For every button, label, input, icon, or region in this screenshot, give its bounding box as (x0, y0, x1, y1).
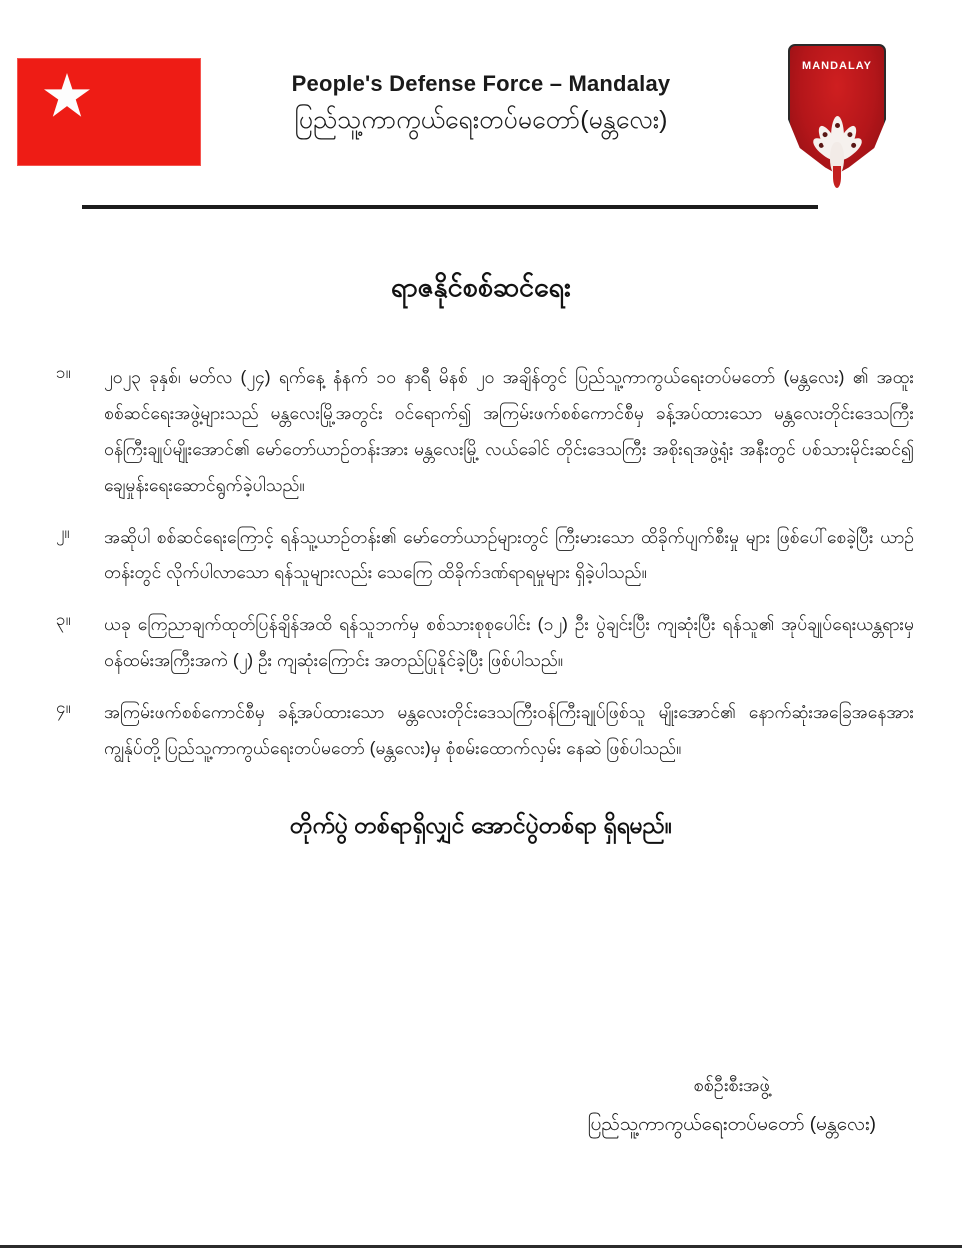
paragraph-item (40, 520, 922, 592)
paragraph-text: အကြမ်းဖက်စစ်ကောင်စီမှ ခန့်အပ်ထားသော မန္တလေးတိုင်းဒေသကြီးဝန်ကြီးချုပ်ဖြစ်သူ မျိုးအောင်၏ နောက်ဆုံးအခြေအနေအား ကျွန်ုပ်တို့ ပြည်သူ့ကာကွယ်ရေးတပ်မတော် (မန္တလေး)မှ စုံစမ်းထောက်လှမ်း နေဆဲ ဖြစ်ပါသည်။ (104, 702, 914, 758)
announcement-body (40, 360, 922, 767)
paragraph-number: ၄။ (56, 698, 71, 717)
signature-block (587, 1067, 876, 1145)
slogan-text: တိုက်ပွဲ တစ်ရာရှိလျှင် အောင်ပွဲတစ်ရာ ရှိရမည်။ (289, 811, 673, 838)
paragraph-number: ၂။ (56, 522, 70, 542)
signature-department: စစ်ဦးစီးအဖွဲ့ (693, 1075, 770, 1096)
organization-title-burmese: ပြည်သူ့ကာကွယ်ရေးတပ်မတော်(မန္တလေး) (294, 105, 668, 134)
paragraph-item (40, 360, 922, 504)
document-header (0, 0, 962, 190)
paragraph-text: ယခု ကြေညာချက်ထုတ်ပြန်ချိန်အထိ ရန်သူဘက်မှ စစ်သားစုစုပေါင်း (၁၂) ဦး ပွဲချင်းပြီး ကျဆုံးပြီး ရန်သူ၏ အုပ်ချုပ်ရေးယန္တရားမှ ဝန်ထမ်းအကြီးအကဲ (၂) ဦး ကျဆုံးကြောင်း အတည်ပြုနိုင်ခဲ့ပြီး ဖြစ်ပါသည်။ (104, 614, 914, 671)
signature-organization: ပြည်သူ့ကာကွယ်ရေးတပ်မတော် (မန္တလေး) (587, 1114, 876, 1136)
page-title: ရာဇနိုင်စစ်ဆင်ရေး (390, 272, 572, 302)
paragraph-text: ၂၀၂၃ ခုနှစ်၊ မတ်လ (၂၄) ရက်နေ့ နံနက် ၁၀ နာရီ မိနစ် ၂၀ အချိန်တွင် ပြည်သူ့ကာကွယ်ရေးတပ်မတော် (မန္တလေး) ၏ အထူးစစ်ဆင်ရေးအဖွဲ့များသည် မန္တလေးမြို့အတွင်း ဝင်ရောက်၍ အကြမ်းဖက်စစ်ကောင်စီမှ ခန့်အပ်ထားသော မန္တလေးတိုင်းဒေသကြီး ဝန်ကြီးချုပ်မျိုးအောင်၏ မော်တော်ယာဉ်တန်းအား မန္တလေးမြို့ လယ်ခေါင် တိုင်းဒေသကြီး အစိုးရအဖွဲ့ရုံး အနီးတွင် ပစ်သားမိုင်းဆင်၍ ချေမှုန်းရေးဆောင်ရွက်ခဲ့ပါသည်။ (104, 367, 914, 495)
organization-title-english: People's Defense Force – Mandalay (291, 71, 671, 96)
crest-label: MANDALAY (802, 60, 872, 72)
paragraph-item (40, 607, 922, 679)
peacock-emblem-icon (800, 88, 874, 162)
mandalay-shield-crest-icon (788, 44, 886, 174)
peacock-neck-icon (833, 166, 841, 188)
paragraph-number: ၃။ (56, 610, 71, 630)
paragraph-item (40, 695, 922, 767)
paragraph-text: အဆိုပါ စစ်ဆင်ရေးကြောင့် ရန်သူ့ယာဉ်တန်း၏ မော်တော်ယာဉ်များတွင် ကြီးမားသော ထိခိုက်ပျက်စီးမှု များ ဖြစ်ပေါ်စေခဲ့ပြီး ယာဉ်တန်းတွင် လိုက်ပါလာသော ရန်သူများလည်း သေကြေ ထိခိုက်ဒဏ်ရာရမှုများ ရှိခဲ့ပါသည်။ (104, 526, 914, 583)
header-divider (82, 205, 818, 209)
paragraph-number: ၁။ (56, 363, 71, 382)
